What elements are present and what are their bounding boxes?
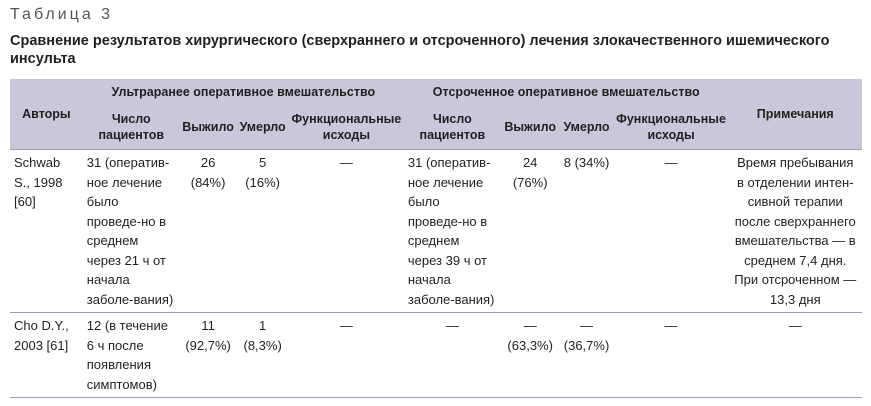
header-delayed-functional: Функциональные исходы: [614, 105, 729, 150]
cell-delayed-died: — (36,7%): [560, 313, 614, 398]
header-group-early: Ультраранее оперативное вмешательство: [83, 79, 404, 105]
table-row: [10, 150, 862, 313]
cell-delayed-died: 8 (34%): [560, 150, 614, 313]
header-delayed-survived: Выжило: [501, 105, 560, 150]
header-notes: Примечания: [729, 79, 862, 150]
header-early-died: Умерло: [236, 105, 289, 150]
header-early-functional: Функциональные исходы: [289, 105, 404, 150]
header-delayed-died: Умерло: [560, 105, 614, 150]
cell-delayed-patients: 31 (оператив-ное лечение было проведе-но в среднем через 39 ч от начала заболе-вания): [404, 150, 501, 313]
cell-delayed-functional: —: [614, 313, 729, 398]
cell-delayed-patients: —: [404, 313, 501, 398]
header-authors: Авторы: [10, 79, 83, 150]
table-title: Сравнение результатов хирургического (сверхраннего и отсроченного) лечения злокачественного ишемического инсульта: [10, 33, 830, 67]
cell-delayed-survived: 24 (76%): [501, 150, 560, 313]
table-row: [10, 313, 862, 398]
cell-delayed-functional: —: [614, 150, 729, 313]
header-group-delayed: Отсроченное оперативное вмешательство: [404, 79, 729, 105]
header-delayed-patients: Число пациентов: [404, 105, 501, 150]
cell-early-survived: 11 (92,7%): [180, 313, 237, 398]
cell-author: Cho D.Y., 2003 [61]: [10, 313, 83, 398]
header-early-survived: Выжило: [180, 105, 237, 150]
cell-early-functional: —: [289, 313, 404, 398]
results-table: [10, 79, 862, 398]
cell-early-functional: —: [289, 150, 404, 313]
cell-early-died: 1 (8,3%): [236, 313, 289, 398]
cell-delayed-survived: — (63,3%): [501, 313, 560, 398]
cell-early-patients: 12 (в течение 6 ч после появления симптомов): [83, 313, 180, 398]
cell-early-survived: 26 (84%): [180, 150, 237, 313]
cell-early-patients: 31 (оператив-ное лечение было проведе-но в среднем через 21 ч от начала заболе-вания): [83, 150, 180, 313]
cell-early-died: 5 (16%): [236, 150, 289, 313]
cell-notes: Время пребывания в отделении интен-сивной терапии после сверхраннего вмешательства — в среднем 7,4 дня. При отсроченном — 13,3 дня: [729, 150, 862, 313]
header-early-patients: Число пациентов: [83, 105, 180, 150]
cell-author: Schwab S., 1998 [60]: [10, 150, 83, 313]
table-caption: Таблица 3: [10, 6, 114, 23]
cell-notes: —: [729, 313, 862, 398]
